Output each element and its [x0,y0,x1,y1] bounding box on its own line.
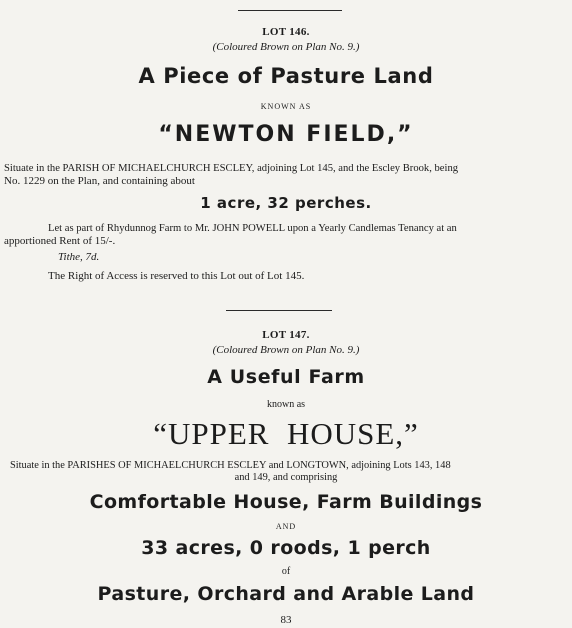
lot-147-title: A Useful Farm [207,366,365,388]
lot-147-situate-line-2: and 149, and comprising [234,472,338,483]
lot-146-name: “NEWTON FIELD,” [158,122,414,147]
lot-147-number: LOT 147. [262,329,310,341]
lot-146-number: LOT 146. [262,26,310,38]
lot-147-comfortable-house: Comfortable House, Farm Buildings [89,491,483,513]
lot-146-area: 1 acre, 32 perches. [200,194,372,212]
lot-147-area: 33 acres, 0 roods, 1 perch [141,537,431,559]
middle-rule [226,310,332,311]
top-rule [238,10,342,11]
lot-147-name: “UPPER HOUSE,” [153,416,419,451]
lot-146-colour-note: (Coloured Brown on Plan No. 9.) [212,41,360,53]
lot-147-situate-line-1: Situate in the PARISHES OF MICHAELCHURCH ESCLEY and LONGTOWN, adjoining Lots 143, 148 [10,460,451,471]
page-number: 83 [280,614,292,626]
lot-147-of: of [281,566,291,577]
lot-146-known-as: KNOWN AS [260,102,312,111]
lot-146-let-line-2: apportioned Rent of 15/-. [4,235,116,247]
lot-146-title: A Piece of Pasture Land [138,64,434,88]
lot-147-known-as: known as [266,399,306,410]
lot-146-access: The Right of Access is reserved to this Lot out of Lot 145. [48,270,305,282]
lot-146-tithe: Tithe, 7d. [58,251,100,263]
lot-146-let-line-1: Let as part of Rhydunnog Farm to Mr. JOHN POWELL upon a Yearly Candlemas Tenancy at an [48,223,457,234]
lot-147-pasture-orchard: Pasture, Orchard and Arable Land [97,583,475,605]
lot-146-situate-line-2: No. 1229 on the Plan, and containing about [4,175,195,187]
lot-147-and: AND [275,522,297,531]
lot-146-situate-line-1: Situate in the PARISH OF MICHAELCHURCH ESCLEY, adjoining Lot 145, and the Escley Brook, being [4,163,459,174]
lot-147-colour-note: (Coloured Brown on Plan No. 9.) [212,344,360,356]
